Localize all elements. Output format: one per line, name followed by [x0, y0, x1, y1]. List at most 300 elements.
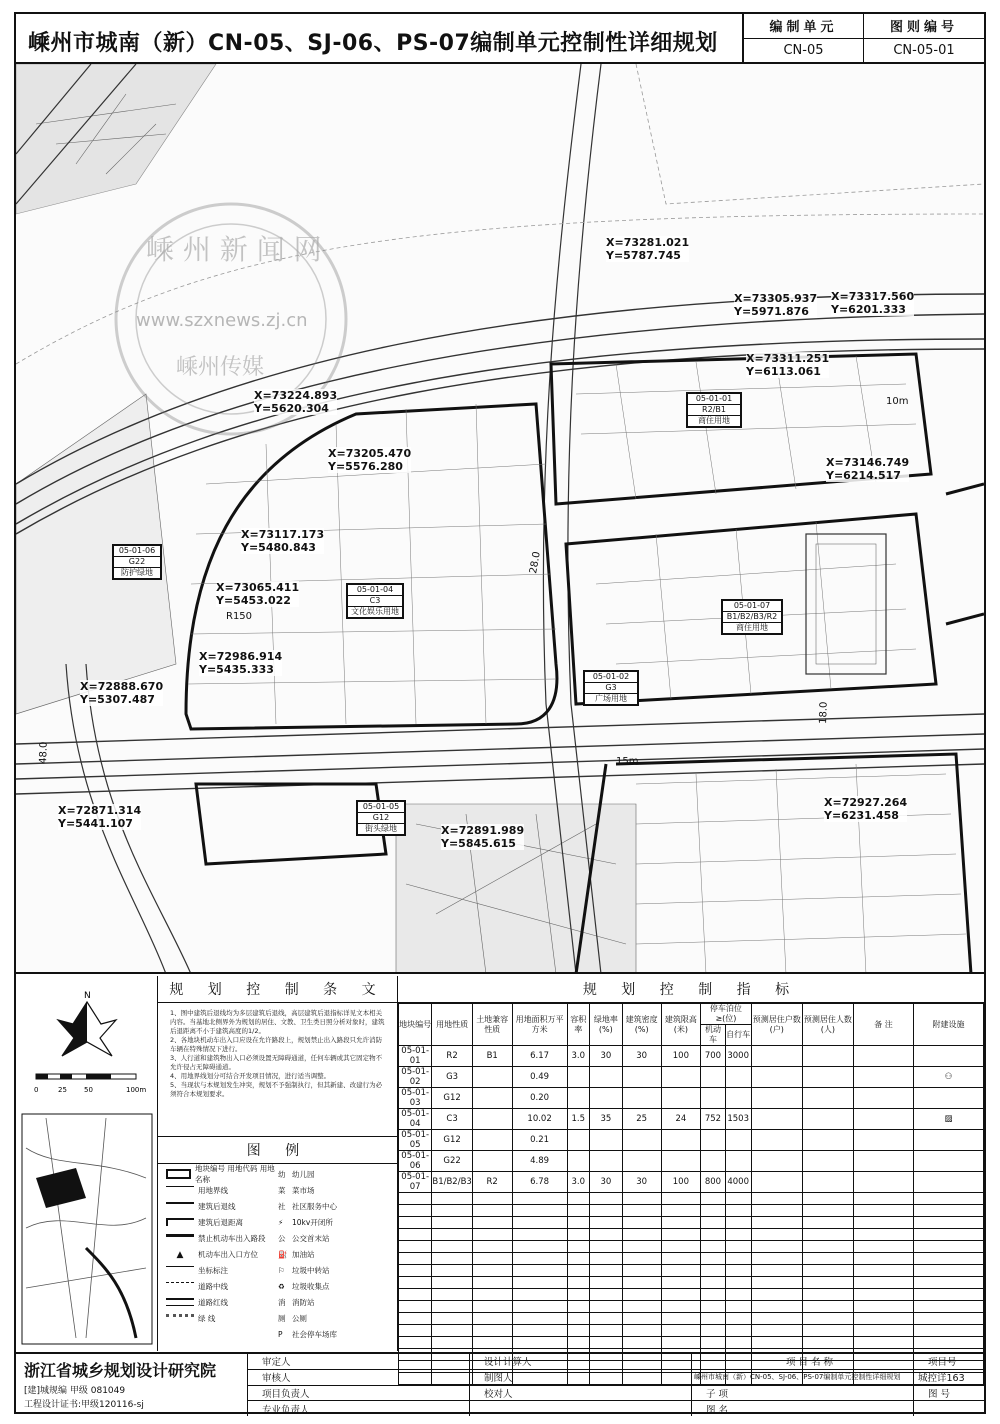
table-cell	[701, 1289, 726, 1301]
th-area: 用地面积万平方米	[512, 1004, 567, 1046]
table-cell	[622, 1265, 661, 1277]
table-cell: 24	[661, 1109, 701, 1130]
table-cell: 05-01-03	[399, 1088, 432, 1109]
legend-title: 图 例	[158, 1136, 398, 1164]
table-cell	[399, 1289, 432, 1301]
table-cell	[472, 1277, 512, 1289]
table-cell	[472, 1151, 512, 1172]
table-cell: 25	[622, 1109, 661, 1130]
th-population: 预测居住人数(人)	[802, 1004, 853, 1046]
table-cell: 05-01-02	[399, 1067, 432, 1088]
coord-marker: X=72871.314 Y=5441.107	[58, 804, 142, 830]
table-cell	[701, 1088, 726, 1109]
table-cell: R2	[432, 1046, 472, 1067]
svg-text:100m: 100m	[126, 1086, 147, 1094]
table-cell	[854, 1205, 914, 1217]
table-cell: 30	[622, 1172, 661, 1193]
table-cell	[802, 1217, 853, 1229]
table-cell	[914, 1205, 984, 1217]
table-cell	[472, 1265, 512, 1277]
table-cell	[622, 1205, 661, 1217]
table-cell	[725, 1337, 751, 1349]
legend-item: 公 公交首末站	[278, 1233, 330, 1243]
table-cell	[589, 1313, 622, 1325]
table-cell	[399, 1301, 432, 1313]
table-cell	[661, 1289, 701, 1301]
locator-column	[16, 976, 158, 1351]
coord-marker: X=73146.749 Y=6214.517	[826, 456, 910, 482]
table-cell	[589, 1241, 622, 1253]
table-cell: 05-01-05	[399, 1130, 432, 1151]
table-cell	[751, 1067, 802, 1088]
table-cell	[567, 1313, 589, 1325]
table-cell: 30	[589, 1046, 622, 1067]
table-cell	[701, 1265, 726, 1277]
table-cell	[432, 1301, 472, 1313]
table-cell: 100	[661, 1172, 701, 1193]
th-green: 绿地率(%)	[589, 1004, 622, 1046]
table-row	[399, 1277, 984, 1289]
table-cell	[472, 1301, 512, 1313]
th-plot-id: 地块编号	[399, 1004, 432, 1046]
table-cell	[589, 1301, 622, 1313]
table-cell	[725, 1229, 751, 1241]
table-cell: B1	[472, 1046, 512, 1067]
table-cell	[914, 1088, 984, 1109]
table-cell	[701, 1067, 726, 1088]
legend-item: ⛽ 加油站	[278, 1249, 315, 1259]
table-cell	[701, 1130, 726, 1151]
coord-marker: X=73317.560 Y=6201.333	[831, 290, 915, 316]
table-cell	[725, 1301, 751, 1313]
table-cell	[661, 1301, 701, 1313]
table-cell	[589, 1205, 622, 1217]
legend-item: 建筑后退距离	[166, 1214, 278, 1230]
table-cell	[472, 1337, 512, 1349]
table-cell	[701, 1151, 726, 1172]
table-cell	[399, 1277, 432, 1289]
table-cell	[567, 1289, 589, 1301]
road-width-label: 28.0	[528, 550, 543, 575]
table-cell	[472, 1253, 512, 1265]
table-cell	[854, 1046, 914, 1067]
coord-marker: X=73281.021 Y=5787.745	[606, 236, 690, 262]
table-cell	[661, 1337, 701, 1349]
table-cell	[854, 1325, 914, 1337]
table-cell	[622, 1217, 661, 1229]
table-cell	[914, 1265, 984, 1277]
table-cell: 4000	[725, 1172, 751, 1193]
table-cell	[751, 1172, 802, 1193]
coord-marker: X=73224.893 Y=5620.304	[254, 389, 338, 415]
table-cell	[751, 1229, 802, 1241]
plot-label[interactable]: 05-01-01 R2/B1 商住用地	[686, 392, 742, 428]
table-cell	[751, 1277, 802, 1289]
table-cell: 752	[701, 1109, 726, 1130]
table-cell	[802, 1229, 853, 1241]
table-cell	[622, 1277, 661, 1289]
table-cell	[399, 1229, 432, 1241]
table-cell	[589, 1277, 622, 1289]
control-index-column	[398, 976, 984, 1351]
table-row[interactable]	[399, 1088, 984, 1109]
table-cell	[751, 1088, 802, 1109]
th-note: 备 注	[854, 1004, 914, 1046]
table-cell	[589, 1325, 622, 1337]
table-cell	[914, 1325, 984, 1337]
th-bike: 自行车	[725, 1025, 751, 1046]
table-cell	[622, 1130, 661, 1151]
table-cell: 4.89	[512, 1151, 567, 1172]
table-row[interactable]	[399, 1151, 984, 1172]
table-cell	[432, 1253, 472, 1265]
table-cell	[802, 1193, 853, 1205]
table-cell	[622, 1241, 661, 1253]
legend	[158, 1160, 398, 1348]
table-cell	[854, 1109, 914, 1130]
table-cell	[432, 1277, 472, 1289]
legend-item: ▲ 机动车出入口方位	[176, 1249, 258, 1260]
table-cell	[567, 1088, 589, 1109]
table-row	[399, 1193, 984, 1205]
unit-label: 编制单元	[744, 14, 863, 39]
table-cell	[914, 1337, 984, 1349]
table-cell	[589, 1337, 622, 1349]
table-row	[399, 1313, 984, 1325]
table-cell	[512, 1301, 567, 1313]
table-cell	[567, 1217, 589, 1229]
table-cell	[472, 1193, 512, 1205]
institute-block: 浙江省城乡规划设计研究院 [建]城规编 甲级 081049 工程设计证书:甲级120116-sj	[16, 1354, 248, 1416]
th-land-use: 用地性质	[432, 1004, 472, 1046]
table-cell	[567, 1301, 589, 1313]
table-cell	[567, 1193, 589, 1205]
table-cell	[725, 1253, 751, 1265]
table-cell: ⚇	[914, 1067, 984, 1088]
table-cell: 35	[589, 1109, 622, 1130]
table-cell	[701, 1217, 726, 1229]
plot-label[interactable]: 05-01-04 C3 文化娱乐用地	[346, 583, 404, 619]
table-cell: 700	[701, 1046, 726, 1067]
unit-value: CN-05	[783, 42, 824, 58]
table-cell	[512, 1337, 567, 1349]
table-cell	[661, 1151, 701, 1172]
table-cell	[622, 1151, 661, 1172]
legend-lines	[166, 1166, 278, 1342]
table-cell	[854, 1253, 914, 1265]
table-cell	[914, 1229, 984, 1241]
table-cell	[512, 1313, 567, 1325]
table-cell	[725, 1130, 751, 1151]
table-cell	[725, 1265, 751, 1277]
table-cell	[701, 1325, 726, 1337]
table-cell: 05-01-06	[399, 1151, 432, 1172]
table-cell	[854, 1067, 914, 1088]
table-cell	[802, 1337, 853, 1349]
table-cell: G3	[432, 1067, 472, 1088]
legend-item: 用地界线	[166, 1182, 278, 1198]
table-cell	[751, 1130, 802, 1151]
table-cell	[399, 1325, 432, 1337]
table-cell	[802, 1130, 853, 1151]
table-cell: 3000	[725, 1046, 751, 1067]
legend-item: 绿 线	[166, 1310, 278, 1326]
project-col: 项 目 名 称 嵊州市城南（新）CN-05、SJ-06、PS-07编制单元控制性详细规划 子 项 图 名	[692, 1354, 914, 1416]
table-row[interactable]	[399, 1046, 984, 1067]
table-cell	[751, 1253, 802, 1265]
watermark-url: www.szxnews.zj.cn	[136, 310, 308, 331]
table-cell	[914, 1289, 984, 1301]
table-cell	[725, 1289, 751, 1301]
plot-label[interactable]: 05-01-07 B1/B2/B3/R2 商住用地	[721, 599, 783, 635]
table-cell	[854, 1193, 914, 1205]
table-cell	[399, 1205, 432, 1217]
table-cell	[512, 1289, 567, 1301]
table-cell: 3.0	[567, 1046, 589, 1067]
table-cell	[854, 1151, 914, 1172]
legend-item: ⚡ 10kv开闭所	[278, 1217, 333, 1227]
table-cell	[472, 1067, 512, 1088]
table-cell	[751, 1046, 802, 1067]
table-cell	[701, 1277, 726, 1289]
table-cell	[567, 1241, 589, 1253]
table-cell	[661, 1277, 701, 1289]
legend-item: 道路中线	[166, 1278, 278, 1294]
table-cell: 05-01-04	[399, 1109, 432, 1130]
table-cell	[472, 1109, 512, 1130]
th-compat: 土地兼容性质	[472, 1004, 512, 1046]
table-cell	[725, 1205, 751, 1217]
table-cell: 05-01-01	[399, 1046, 432, 1067]
table-cell	[661, 1193, 701, 1205]
table-cell	[751, 1205, 802, 1217]
table-cell: 800	[701, 1172, 726, 1193]
table-cell	[751, 1265, 802, 1277]
th-facilities: 附建设施	[914, 1004, 984, 1046]
table-cell	[589, 1151, 622, 1172]
table-cell	[802, 1172, 853, 1193]
table-cell	[914, 1217, 984, 1229]
table-cell	[567, 1067, 589, 1088]
table-cell: 0.49	[512, 1067, 567, 1088]
table-cell	[854, 1265, 914, 1277]
table-cell: 100	[661, 1046, 701, 1067]
table-cell	[567, 1151, 589, 1172]
table-cell	[399, 1193, 432, 1205]
table-cell: G12	[432, 1088, 472, 1109]
plot-label[interactable]: 05-01-05 G12 街头绿地	[356, 800, 406, 836]
coord-marker: X=72888.670 Y=5307.487	[80, 680, 164, 706]
coord-marker: X=72986.914 Y=5435.333	[199, 650, 283, 676]
plot-label[interactable]: 05-01-06 G22 防护绿地	[112, 544, 162, 580]
table-cell	[802, 1265, 853, 1277]
table-row[interactable]	[399, 1067, 984, 1088]
table-cell	[622, 1229, 661, 1241]
table-row	[399, 1241, 984, 1253]
road-width-label: 48.0	[38, 741, 50, 765]
table-cell	[751, 1313, 802, 1325]
table-cell: 3.0	[567, 1172, 589, 1193]
table-cell	[725, 1067, 751, 1088]
table-cell	[661, 1325, 701, 1337]
table-row[interactable]	[399, 1130, 984, 1151]
table-cell: ▨	[914, 1109, 984, 1130]
table-cell	[472, 1205, 512, 1217]
table-cell: 0.20	[512, 1088, 567, 1109]
table-cell	[589, 1253, 622, 1265]
table-cell	[512, 1253, 567, 1265]
table-row[interactable]	[399, 1109, 984, 1130]
table-row	[399, 1337, 984, 1349]
legend-item: 消 消防站	[278, 1297, 315, 1307]
table-cell	[914, 1313, 984, 1325]
table-cell	[661, 1067, 701, 1088]
table-cell	[622, 1313, 661, 1325]
table-cell	[914, 1151, 984, 1172]
th-density: 建筑密度(%)	[622, 1004, 661, 1046]
table-cell: B1/B2/B3	[432, 1172, 472, 1193]
legend-item: P 社会停车场库	[278, 1329, 337, 1339]
sheet-value: CN-05-01	[893, 42, 955, 58]
table-cell: 30	[589, 1172, 622, 1193]
table-cell	[914, 1193, 984, 1205]
table-cell	[914, 1130, 984, 1151]
signatory-col-1: 审定人 审核人 项目负责人 专业负责人	[248, 1354, 470, 1416]
table-cell	[472, 1289, 512, 1301]
table-cell	[854, 1301, 914, 1313]
table-cell: C3	[432, 1109, 472, 1130]
control-table	[398, 1003, 984, 1385]
table-cell	[432, 1265, 472, 1277]
table-cell	[914, 1253, 984, 1265]
table-cell	[701, 1337, 726, 1349]
legend-item: 厕 公厕	[278, 1313, 307, 1323]
coord-marker: X=72927.264 Y=6231.458	[824, 796, 908, 822]
svg-text:25: 25	[58, 1086, 67, 1094]
table-cell	[802, 1088, 853, 1109]
table-cell	[622, 1337, 661, 1349]
table-cell	[589, 1067, 622, 1088]
table-cell	[802, 1313, 853, 1325]
table-cell: 6.78	[512, 1172, 567, 1193]
table-cell	[622, 1067, 661, 1088]
table-cell	[854, 1229, 914, 1241]
table-cell	[661, 1253, 701, 1265]
title-block	[14, 12, 986, 64]
table-cell: 05-01-07	[399, 1172, 432, 1193]
table-cell	[432, 1217, 472, 1229]
table-cell	[589, 1229, 622, 1241]
table-cell: 10.02	[512, 1109, 567, 1130]
table-cell	[432, 1337, 472, 1349]
table-cell	[472, 1229, 512, 1241]
table-cell	[589, 1289, 622, 1301]
table-cell	[399, 1241, 432, 1253]
th-households: 预测居住户数(户)	[751, 1004, 802, 1046]
sheet-label: 图则编号	[864, 14, 984, 39]
table-cell	[589, 1130, 622, 1151]
th-height: 建筑限高(米)	[661, 1004, 701, 1046]
table-row	[399, 1217, 984, 1229]
setback-label: 15m	[616, 756, 639, 767]
table-cell	[701, 1253, 726, 1265]
table-cell	[701, 1205, 726, 1217]
svg-text:0: 0	[34, 1086, 39, 1094]
table-cell: 6.17	[512, 1046, 567, 1067]
table-cell	[854, 1277, 914, 1289]
plot-label[interactable]: 05-01-02 G3 广场用地	[583, 670, 639, 706]
table-cell: G12	[432, 1130, 472, 1151]
plan-map[interactable]	[16, 64, 984, 974]
table-cell	[751, 1217, 802, 1229]
table-cell	[432, 1289, 472, 1301]
table-cell: 0.21	[512, 1130, 567, 1151]
table-cell	[567, 1205, 589, 1217]
table-row	[399, 1205, 984, 1217]
control-title: 规 划 控 制 指 标	[398, 976, 984, 1003]
table-cell	[432, 1241, 472, 1253]
radius-label: R150	[226, 611, 253, 622]
legend-facilities	[278, 1166, 390, 1342]
table-cell	[725, 1217, 751, 1229]
table-cell	[512, 1277, 567, 1289]
table-cell	[589, 1193, 622, 1205]
articles-legend-column	[158, 976, 398, 1351]
table-cell	[854, 1337, 914, 1349]
sheet-cell	[864, 14, 984, 62]
table-cell	[622, 1253, 661, 1265]
table-cell	[701, 1241, 726, 1253]
table-cell	[472, 1325, 512, 1337]
table-cell	[472, 1241, 512, 1253]
table-cell	[567, 1277, 589, 1289]
table-cell	[567, 1229, 589, 1241]
table-cell	[802, 1205, 853, 1217]
table-cell	[622, 1289, 661, 1301]
table-row[interactable]	[399, 1172, 984, 1193]
table-cell	[661, 1265, 701, 1277]
project-number-col: 项目号 城控详163 图 号	[914, 1354, 984, 1416]
table-cell	[567, 1265, 589, 1277]
table-cell	[854, 1172, 914, 1193]
road-width-label: 18.0	[818, 701, 830, 725]
svg-text:50: 50	[84, 1086, 93, 1094]
signatory-col-2: 设计计算人 制图人 校对人	[470, 1354, 692, 1416]
table-cell	[661, 1217, 701, 1229]
table-cell	[589, 1088, 622, 1109]
table-cell	[802, 1109, 853, 1130]
table-cell	[567, 1325, 589, 1337]
table-cell	[802, 1325, 853, 1337]
table-cell	[512, 1217, 567, 1229]
legend-item: 坐标标注	[166, 1262, 278, 1278]
table-cell	[661, 1130, 701, 1151]
watermark-text: 嵊 州 新 闻 网	[146, 233, 322, 266]
table-cell	[622, 1088, 661, 1109]
setback-label: 10m	[886, 396, 909, 407]
th-parking: 停车泊位≥(位)	[701, 1004, 751, 1025]
table-cell	[567, 1253, 589, 1265]
table-cell	[802, 1253, 853, 1265]
table-cell	[802, 1241, 853, 1253]
scale-bar	[16, 1064, 158, 1104]
table-row	[399, 1253, 984, 1265]
table-cell	[751, 1241, 802, 1253]
table-cell	[567, 1337, 589, 1349]
table-cell	[622, 1301, 661, 1313]
table-cell	[432, 1325, 472, 1337]
table-cell	[725, 1151, 751, 1172]
